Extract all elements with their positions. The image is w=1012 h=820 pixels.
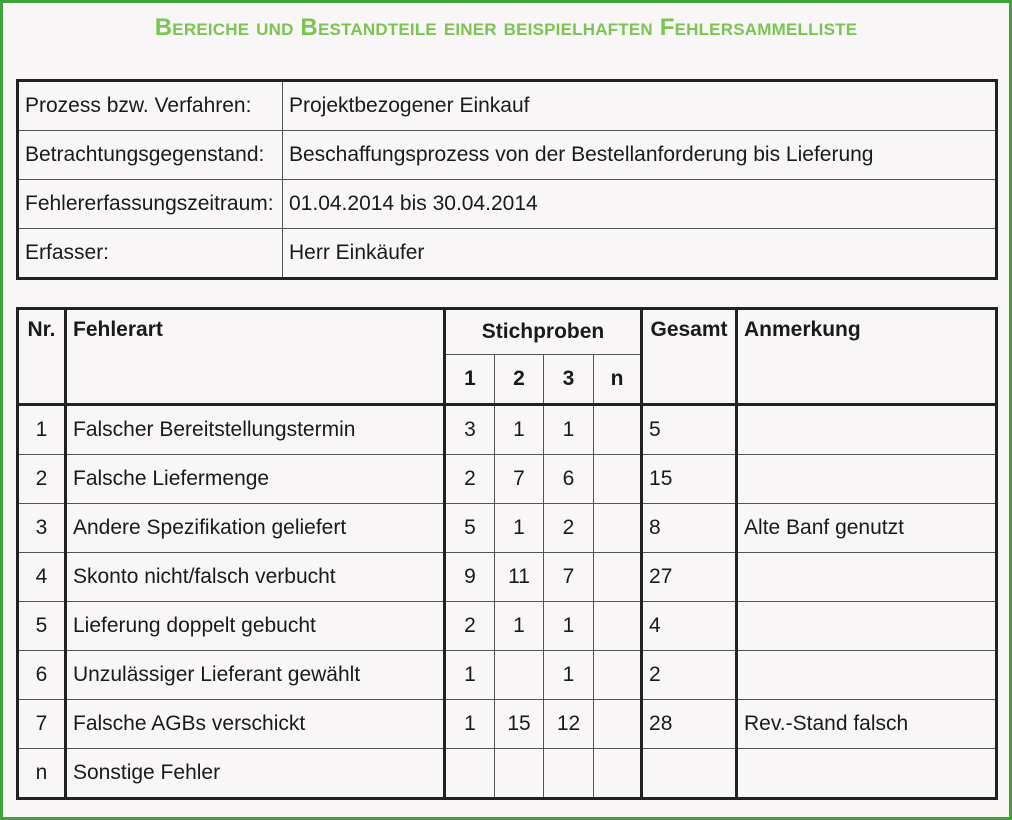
row-fehlerart: Skonto nicht/falsch verbucht — [66, 553, 445, 602]
row-nr: 1 — [18, 405, 66, 455]
table-row — [18, 455, 997, 504]
info-row — [18, 229, 997, 279]
row-sample-2: 11 — [495, 553, 544, 602]
row-sample-1 — [445, 749, 495, 799]
row-sample-2: 1 — [495, 504, 544, 553]
row-sample-2: 1 — [495, 602, 544, 651]
row-anmerkung — [737, 405, 997, 455]
info-label: Fehlererfassungszeitraum: — [18, 180, 283, 229]
row-gesamt: 2 — [642, 651, 737, 700]
table-row — [18, 602, 997, 651]
info-row — [18, 131, 997, 180]
info-value: Herr Einkäufer — [289, 241, 425, 264]
row-gesamt: 4 — [642, 602, 737, 651]
row-nr: 3 — [18, 504, 66, 553]
error-table — [16, 307, 998, 800]
row-sample-3: 1 — [544, 602, 594, 651]
row-sample-2 — [495, 651, 544, 700]
row-sample-n — [594, 651, 642, 700]
row-fehlerart: Falsche AGBs verschickt — [66, 700, 445, 749]
row-gesamt: 8 — [642, 504, 737, 553]
row-fehlerart: Sonstige Fehler — [66, 749, 445, 799]
row-nr: 2 — [18, 455, 66, 504]
header-row — [18, 309, 997, 355]
row-nr: 4 — [18, 553, 66, 602]
table-row — [18, 700, 997, 749]
page-title: Bereiche und Bestandteile einer beispielhaften Fehlersammelliste — [154, 14, 858, 41]
row-nr: 7 — [18, 700, 66, 749]
row-anmerkung — [737, 651, 997, 700]
row-sample-n — [594, 504, 642, 553]
row-sample-n — [594, 700, 642, 749]
row-anmerkung: Alte Banf genutzt — [737, 504, 997, 553]
info-row — [18, 81, 997, 131]
row-nr: 5 — [18, 602, 66, 651]
row-sample-n — [594, 553, 642, 602]
info-table — [16, 79, 998, 280]
header-nr: Nr. — [18, 309, 66, 405]
header-sample-2: 2 — [495, 355, 544, 405]
row-anmerkung — [737, 602, 997, 651]
row-fehlerart: Falscher Bereitstellungstermin — [66, 405, 445, 455]
row-sample-3: 7 — [544, 553, 594, 602]
row-sample-3: 12 — [544, 700, 594, 749]
row-sample-3: 1 — [544, 405, 594, 455]
info-row — [18, 180, 997, 229]
row-anmerkung — [737, 553, 997, 602]
row-anmerkung: Rev.-Stand falsch — [737, 700, 997, 749]
header-stichproben: Stichproben — [445, 309, 642, 355]
row-sample-3: 2 — [544, 504, 594, 553]
header-sample-1: 1 — [445, 355, 495, 405]
header-sample-n: n — [594, 355, 642, 405]
row-nr: 6 — [18, 651, 66, 700]
row-sample-1: 9 — [445, 553, 495, 602]
row-sample-n — [594, 602, 642, 651]
row-sample-1: 1 — [445, 651, 495, 700]
row-sample-3: 1 — [544, 651, 594, 700]
row-gesamt — [642, 749, 737, 799]
row-sample-3 — [544, 749, 594, 799]
row-sample-1: 2 — [445, 602, 495, 651]
info-value: Projektbezogener Einkauf — [283, 81, 997, 131]
info-label: Betrachtungsgegenstand: — [18, 131, 283, 180]
row-sample-2 — [495, 749, 544, 799]
info-value: Beschaffungsprozess von der Bestellanforderung bis Lieferung — [283, 131, 997, 180]
header-sample-3: 3 — [544, 355, 594, 405]
row-gesamt: 27 — [642, 553, 737, 602]
row-fehlerart: Falsche Liefermenge — [66, 455, 445, 504]
table-row — [18, 504, 997, 553]
row-sample-1: 3 — [445, 405, 495, 455]
row-sample-2: 15 — [495, 700, 544, 749]
table-row — [18, 651, 997, 700]
row-sample-2: 1 — [495, 405, 544, 455]
header-fehlerart: Fehlerart — [66, 309, 445, 405]
info-label: Prozess bzw. Verfahren: — [18, 81, 283, 131]
row-sample-3: 6 — [544, 455, 594, 504]
table-row — [18, 553, 997, 602]
row-gesamt: 5 — [642, 405, 737, 455]
row-sample-1: 1 — [445, 700, 495, 749]
row-sample-n — [594, 749, 642, 799]
info-label: Erfasser: — [18, 229, 283, 279]
row-gesamt: 28 — [642, 700, 737, 749]
row-fehlerart: Unzulässiger Lieferant gewählt — [66, 651, 445, 700]
table-row — [18, 749, 997, 799]
header-gesamt: Gesamt — [642, 309, 737, 405]
row-anmerkung — [737, 749, 997, 799]
row-sample-2: 7 — [495, 455, 544, 504]
row-anmerkung — [737, 455, 997, 504]
row-fehlerart: Lieferung doppelt gebucht — [66, 602, 445, 651]
row-sample-n — [594, 455, 642, 504]
row-fehlerart: Andere Spezifikation geliefert — [66, 504, 445, 553]
row-nr: n — [18, 749, 66, 799]
row-sample-n — [594, 405, 642, 455]
table-row — [18, 405, 997, 455]
info-value: 01.04.2014 bis 30.04.2014 — [283, 180, 997, 229]
row-gesamt: 15 — [642, 455, 737, 504]
header-anmerkung: Anmerkung — [737, 309, 997, 405]
row-sample-1: 5 — [445, 504, 495, 553]
row-sample-1: 2 — [445, 455, 495, 504]
